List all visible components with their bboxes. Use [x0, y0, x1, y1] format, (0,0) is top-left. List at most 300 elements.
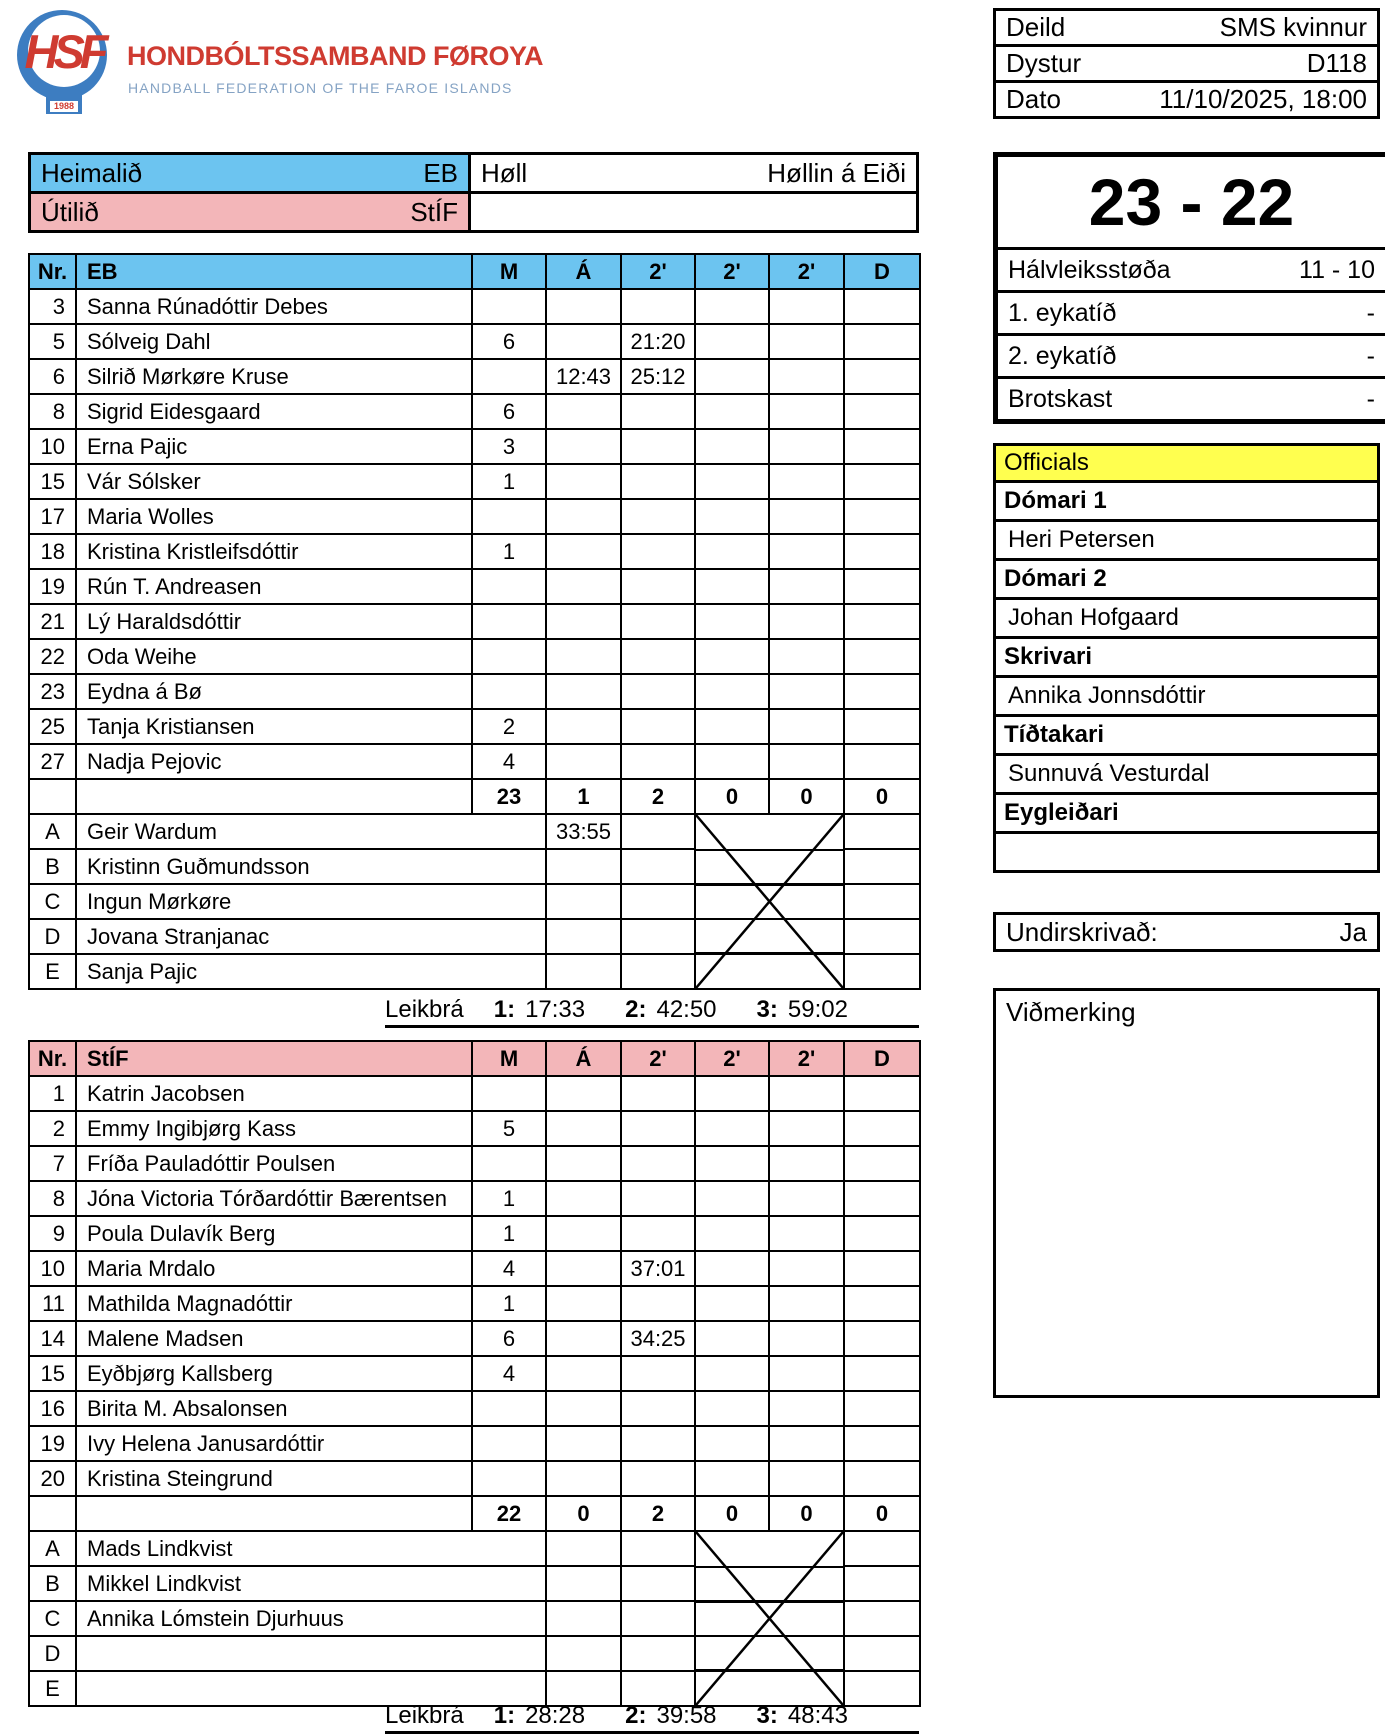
away-leikbra-row: [385, 1701, 919, 1734]
roster-col-header: 2': [621, 1041, 695, 1076]
player-number: 20: [29, 1461, 76, 1496]
totals-value: 22: [472, 1496, 546, 1531]
team-official-name: Sanja Pajic: [76, 954, 546, 989]
official-stat: [546, 954, 621, 989]
player-stat: [844, 324, 920, 359]
home-team-cell: [28, 152, 471, 194]
player-stat: [472, 359, 546, 394]
player-name: Maria Mrdalo: [76, 1251, 472, 1286]
player-stat: [844, 1216, 920, 1251]
player-stat: [769, 569, 844, 604]
totals-empty: [29, 779, 76, 814]
player-stat: [621, 604, 695, 639]
player-row: [29, 1391, 920, 1426]
match-info-label: Dato: [1006, 84, 1061, 114]
player-name: Eydna á Bø: [76, 674, 472, 709]
leikbra-period-time: 39:58: [656, 1702, 717, 1729]
player-name: Sólveig Dahl: [76, 324, 472, 359]
score-detail-value: -: [1366, 341, 1375, 370]
player-stat: [769, 1391, 844, 1426]
player-name: Katrin Jacobsen: [76, 1076, 472, 1111]
hall-cell: [468, 152, 919, 194]
player-stat: [769, 709, 844, 744]
player-stat: [621, 1181, 695, 1216]
player-stat: [695, 1391, 769, 1426]
player-number: 19: [29, 1426, 76, 1461]
player-stat: [621, 394, 695, 429]
player-stat: [695, 639, 769, 674]
official-role: Skrivari: [993, 636, 1380, 678]
player-stat: [695, 1076, 769, 1111]
player-stat: 1: [472, 1216, 546, 1251]
player-name: Birita M. Absalonsen: [76, 1391, 472, 1426]
official-stat: [621, 1636, 695, 1671]
official-letter: B: [29, 849, 76, 884]
player-stat: [472, 639, 546, 674]
player-stat: [769, 1461, 844, 1496]
player-number: 7: [29, 1146, 76, 1181]
score-detail-label: 1. eykatíð: [1008, 298, 1117, 327]
roster-col-header: Nr.: [29, 1041, 76, 1076]
home-team-row: [28, 152, 923, 194]
official-stat: [621, 1601, 695, 1636]
roster-col-header: 2': [695, 1041, 769, 1076]
player-stat: [546, 289, 621, 324]
player-stat: [695, 464, 769, 499]
away-roster-table: [28, 1040, 921, 1707]
team-official-name: Jovana Stranjanac: [76, 919, 546, 954]
leikbra-period: [494, 996, 585, 1024]
official-stat: [844, 1636, 920, 1671]
player-row: [29, 569, 920, 604]
player-row: [29, 1146, 920, 1181]
team-official-name: Ingun Mørkøre: [76, 884, 546, 919]
remarks-label: Viðmerking: [1006, 997, 1136, 1027]
leikbra-period: [625, 996, 716, 1024]
player-stat: [844, 1181, 920, 1216]
player-stat: [695, 499, 769, 534]
org-subtitle: HANDBALL FEDERATION OF THE FAROE ISLANDS: [128, 80, 513, 96]
official-stat: [844, 849, 920, 884]
player-stat: [695, 1111, 769, 1146]
player-stat: [844, 569, 920, 604]
player-stat: [472, 1461, 546, 1496]
player-stat: [769, 359, 844, 394]
leikbra-period-time: 48:43: [787, 1702, 848, 1729]
roster-header-row: [29, 254, 920, 289]
player-stat: [546, 1146, 621, 1181]
player-stat: [844, 639, 920, 674]
player-row: [29, 674, 920, 709]
team-official-name: Kristinn Guðmundsson: [76, 849, 546, 884]
player-row: [29, 709, 920, 744]
player-stat: [621, 709, 695, 744]
away-team-cell: [28, 191, 471, 233]
player-stat: [472, 1391, 546, 1426]
official-stat: [621, 814, 695, 849]
player-name: Maria Wolles: [76, 499, 472, 534]
player-stat: [546, 429, 621, 464]
totals-value: 0: [769, 1496, 844, 1531]
away-team-row: [28, 191, 923, 233]
player-stat: [621, 1426, 695, 1461]
player-number: 1: [29, 1076, 76, 1111]
player-row: [29, 534, 920, 569]
roster-col-header: 2': [695, 254, 769, 289]
totals-value: 2: [621, 1496, 695, 1531]
player-stat: [621, 534, 695, 569]
player-stat: [546, 1111, 621, 1146]
official-stat: [621, 919, 695, 954]
official-stat: [844, 884, 920, 919]
player-row: [29, 1286, 920, 1321]
player-stat: 4: [472, 1251, 546, 1286]
player-stat: [695, 569, 769, 604]
team-official-name: [76, 1636, 546, 1671]
player-stat: [695, 429, 769, 464]
official-stat: [844, 954, 920, 989]
player-stat: [695, 1146, 769, 1181]
player-stat: [695, 1321, 769, 1356]
final-score: 23 - 22: [998, 157, 1385, 250]
player-stat: [769, 534, 844, 569]
player-stat: [546, 1391, 621, 1426]
player-stat: [844, 289, 920, 324]
player-stat: [546, 1076, 621, 1111]
player-number: 9: [29, 1216, 76, 1251]
officials-title: Officials: [993, 443, 1380, 483]
roster-body: [29, 1076, 920, 1706]
official-role: Dómari 2: [993, 558, 1380, 600]
player-name: Fríða Pauladóttir Poulsen: [76, 1146, 472, 1181]
team-official-row: [29, 814, 920, 849]
player-name: Malene Madsen: [76, 1321, 472, 1356]
team-official-name: Mikkel Lindkvist: [76, 1566, 546, 1601]
player-number: 21: [29, 604, 76, 639]
player-stat: [621, 1391, 695, 1426]
player-name: Sanna Rúnadóttir Debes: [76, 289, 472, 324]
federation-header: [15, 8, 544, 118]
player-name: Kristina Kristleifsdóttir: [76, 534, 472, 569]
team-official-row: [29, 1531, 920, 1566]
team-official-name: Annika Lómstein Djurhuus: [76, 1601, 546, 1636]
logo-year: 1988: [50, 101, 78, 112]
home-label: Heimalið: [41, 157, 143, 188]
official-stat: [546, 884, 621, 919]
player-row: [29, 744, 920, 779]
player-stat: [472, 289, 546, 324]
player-number: 17: [29, 499, 76, 534]
official-stat: [844, 1566, 920, 1601]
player-name: Jóna Victoria Tórðardóttir Bærentsen: [76, 1181, 472, 1216]
player-row: [29, 1426, 920, 1461]
leikbra-period-number: 3:: [756, 1702, 778, 1729]
player-stat: [769, 429, 844, 464]
match-info-row: [993, 8, 1380, 47]
player-stat: [695, 604, 769, 639]
official-stat: [844, 1531, 920, 1566]
official-stat: [844, 1601, 920, 1636]
logo-acronym: HSF: [24, 25, 104, 78]
player-name: Oda Weihe: [76, 639, 472, 674]
leikbra-period: [757, 996, 848, 1024]
player-stat: [844, 744, 920, 779]
roster-col-header: Á: [546, 254, 621, 289]
remarks-box: [993, 988, 1380, 1398]
leikbra-period-number: 2:: [625, 1702, 647, 1729]
leikbra-period: [494, 1702, 585, 1730]
score-detail-rows: [998, 250, 1385, 419]
player-row: [29, 464, 920, 499]
player-number: 8: [29, 1181, 76, 1216]
player-stat: [546, 1216, 621, 1251]
totals-value: 1: [546, 779, 621, 814]
official-letter: D: [29, 919, 76, 954]
player-stat: [695, 1216, 769, 1251]
player-stat: [769, 394, 844, 429]
player-row: [29, 604, 920, 639]
player-stat: 21:20: [621, 324, 695, 359]
leikbra-period-time: 17:33: [525, 996, 586, 1023]
player-stat: [769, 1426, 844, 1461]
player-stat: [621, 1146, 695, 1181]
player-stat: [472, 674, 546, 709]
player-name: Vár Sólsker: [76, 464, 472, 499]
player-stat: [546, 324, 621, 359]
player-stat: [769, 464, 844, 499]
roster-col-header: EB: [76, 254, 472, 289]
leikbra-period: [757, 1702, 848, 1730]
player-stat: [621, 464, 695, 499]
roster-col-header: M: [472, 1041, 546, 1076]
official-stat: [621, 1566, 695, 1601]
player-row: [29, 394, 920, 429]
leikbra-period-time: 59:02: [787, 996, 848, 1023]
official-stat: [621, 849, 695, 884]
player-stat: [546, 709, 621, 744]
player-stat: [844, 499, 920, 534]
player-name: Kristina Steingrund: [76, 1461, 472, 1496]
player-stat: [546, 1286, 621, 1321]
player-stat: [695, 1251, 769, 1286]
player-stat: [844, 1356, 920, 1391]
player-stat: [621, 639, 695, 674]
player-number: 3: [29, 289, 76, 324]
player-stat: [844, 464, 920, 499]
roster-col-header: 2': [621, 254, 695, 289]
player-number: 10: [29, 429, 76, 464]
score-detail-value: -: [1366, 384, 1375, 413]
official-letter: E: [29, 954, 76, 989]
roster-col-header: Á: [546, 1041, 621, 1076]
official-stat: [546, 1566, 621, 1601]
totals-value: 0: [769, 779, 844, 814]
official-role: Eygleiðari: [993, 792, 1380, 834]
crossed-out-cell: [695, 1531, 844, 1706]
player-row: [29, 1216, 920, 1251]
official-stat: [546, 849, 621, 884]
official-letter: B: [29, 1566, 76, 1601]
signature-row: [993, 912, 1380, 952]
player-row: [29, 1111, 920, 1146]
player-row: [29, 499, 920, 534]
player-stat: [844, 1251, 920, 1286]
x-cross-icon: [696, 1532, 843, 1705]
player-stat: [695, 744, 769, 779]
player-name: Mathilda Magnadóttir: [76, 1286, 472, 1321]
player-stat: [472, 1426, 546, 1461]
crossed-out-cell: [695, 814, 844, 989]
player-stat: 6: [472, 324, 546, 359]
home-roster-table: [28, 253, 921, 990]
official-stat: [844, 919, 920, 954]
player-stat: [546, 499, 621, 534]
player-stat: [472, 604, 546, 639]
player-stat: [695, 359, 769, 394]
officials-panel: [993, 443, 1380, 873]
match-info-panel: [993, 8, 1380, 119]
match-info-label: Dystur: [1006, 48, 1082, 78]
roster-col-header: M: [472, 254, 546, 289]
player-name: Rún T. Andreasen: [76, 569, 472, 604]
player-stat: [695, 1461, 769, 1496]
player-stat: 25:12: [621, 359, 695, 394]
player-stat: [844, 359, 920, 394]
roster-col-header: D: [844, 1041, 920, 1076]
player-row: [29, 1321, 920, 1356]
player-stat: [472, 499, 546, 534]
player-stat: [695, 394, 769, 429]
player-stat: [769, 1076, 844, 1111]
player-number: 14: [29, 1321, 76, 1356]
player-stat: [621, 1111, 695, 1146]
official-name: [993, 831, 1380, 873]
player-stat: [769, 639, 844, 674]
player-stat: [695, 1426, 769, 1461]
player-number: 18: [29, 534, 76, 569]
player-name: Poula Dulavík Berg: [76, 1216, 472, 1251]
player-stat: [769, 1286, 844, 1321]
player-stat: [621, 1356, 695, 1391]
player-stat: [546, 744, 621, 779]
player-name: Erna Pajic: [76, 429, 472, 464]
player-name: Emmy Ingibjørg Kass: [76, 1111, 472, 1146]
player-number: 15: [29, 464, 76, 499]
player-stat: 1: [472, 1286, 546, 1321]
player-number: 6: [29, 359, 76, 394]
official-letter: A: [29, 1531, 76, 1566]
player-stat: [621, 744, 695, 779]
player-stat: [546, 604, 621, 639]
player-stat: 1: [472, 1181, 546, 1216]
player-stat: [844, 534, 920, 569]
player-name: Silrið Mørkøre Kruse: [76, 359, 472, 394]
player-stat: [695, 324, 769, 359]
player-stat: [695, 1356, 769, 1391]
player-stat: [844, 1426, 920, 1461]
player-stat: [844, 709, 920, 744]
official-role: Tíðtakari: [993, 714, 1380, 756]
player-number: 10: [29, 1251, 76, 1286]
player-stat: [546, 1181, 621, 1216]
player-stat: [695, 674, 769, 709]
player-stat: [769, 1111, 844, 1146]
player-stat: [546, 1356, 621, 1391]
player-number: 5: [29, 324, 76, 359]
official-stat: [546, 1531, 621, 1566]
player-stat: [769, 744, 844, 779]
player-stat: [546, 639, 621, 674]
player-stat: 2: [472, 709, 546, 744]
player-stat: [546, 1251, 621, 1286]
player-stat: [844, 1146, 920, 1181]
score-detail-value: 11 - 10: [1299, 255, 1375, 284]
player-stat: 3: [472, 429, 546, 464]
player-row: [29, 359, 920, 394]
player-stat: [621, 569, 695, 604]
official-letter: C: [29, 884, 76, 919]
player-stat: [844, 1076, 920, 1111]
match-info-row: [993, 44, 1380, 83]
player-stat: [621, 499, 695, 534]
leikbra-period-number: 2:: [625, 996, 647, 1023]
player-number: 27: [29, 744, 76, 779]
official-letter: C: [29, 1601, 76, 1636]
totals-value: 2: [621, 779, 695, 814]
official-name: Johan Hofgaard: [993, 597, 1380, 639]
player-stat: 4: [472, 744, 546, 779]
hall-empty-cell: [468, 191, 919, 233]
roster-header: [29, 1041, 920, 1076]
player-number: 22: [29, 639, 76, 674]
player-stat: 5: [472, 1111, 546, 1146]
player-stat: [769, 289, 844, 324]
player-stat: [695, 534, 769, 569]
home-team-name: EB: [423, 157, 458, 188]
official-name: Annika Jonnsdóttir: [993, 675, 1380, 717]
player-stat: [546, 464, 621, 499]
match-info-value: D118: [1306, 48, 1367, 78]
player-stat: [844, 1286, 920, 1321]
player-row: [29, 1356, 920, 1391]
official-stat: 33:55: [546, 814, 621, 849]
player-stat: 37:01: [621, 1251, 695, 1286]
player-stat: [844, 1461, 920, 1496]
player-name: Sigrid Eidesgaard: [76, 394, 472, 429]
official-stat: [546, 919, 621, 954]
away-label: Útilið: [41, 196, 99, 227]
player-stat: [621, 1076, 695, 1111]
player-stat: [844, 1321, 920, 1356]
player-stat: [769, 499, 844, 534]
leikbra-label: Leikbrá: [385, 1702, 464, 1729]
totals-empty: [29, 1496, 76, 1531]
team-official-name: Mads Lindkvist: [76, 1531, 546, 1566]
away-team-name: StÍF: [410, 196, 458, 227]
match-info-value: SMS kvinnur: [1219, 12, 1367, 42]
leikbra-period-number: 3:: [756, 996, 778, 1023]
roster-col-header: D: [844, 254, 920, 289]
player-name: Tanja Kristiansen: [76, 709, 472, 744]
score-detail-row: [998, 379, 1385, 419]
totals-empty: [76, 1496, 472, 1531]
player-stat: [621, 1461, 695, 1496]
player-stat: [621, 289, 695, 324]
roster-col-header: Nr.: [29, 254, 76, 289]
player-stat: [695, 1181, 769, 1216]
totals-value: 23: [472, 779, 546, 814]
player-row: [29, 429, 920, 464]
